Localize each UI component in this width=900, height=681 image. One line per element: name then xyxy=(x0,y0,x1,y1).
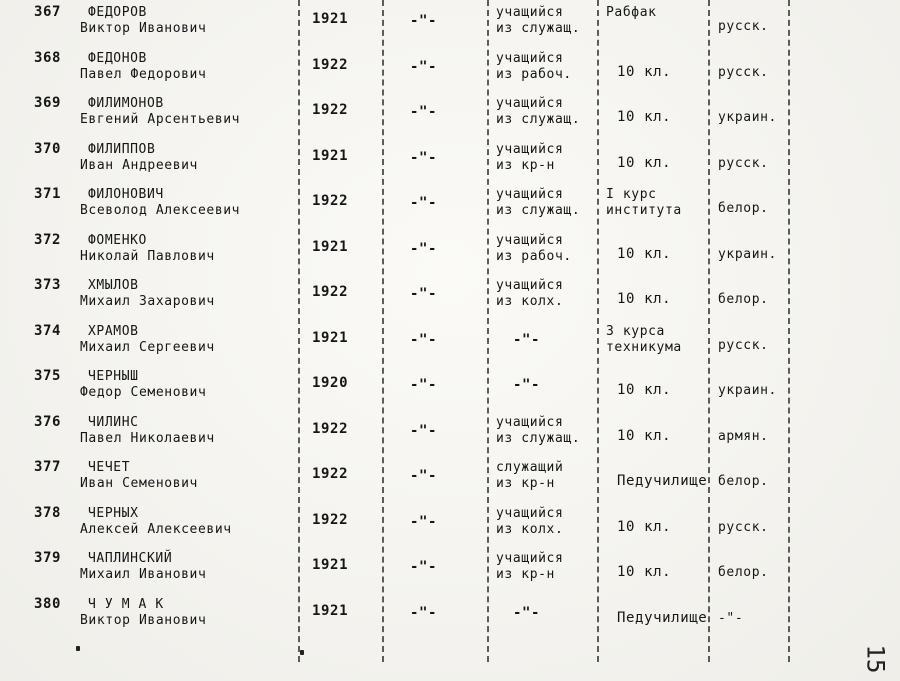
table-row xyxy=(0,142,900,188)
education-text: 10 кл. xyxy=(617,63,672,80)
status-line2: из служащ. xyxy=(496,112,581,127)
ditto-mark: -"- xyxy=(410,422,438,439)
status-line2: из служащ. xyxy=(496,430,581,446)
status-line1: служащий xyxy=(496,460,564,475)
status-line2: из кр-н xyxy=(496,567,555,582)
surname-text: ФОМЕНКО xyxy=(88,232,147,248)
record-number: 376 xyxy=(34,413,62,430)
ditto-mark: -"- xyxy=(410,13,438,29)
table-row xyxy=(0,324,900,370)
education-line1: I курс xyxy=(606,187,657,202)
education-text: 10 кл. xyxy=(617,382,672,398)
status-line1: учащийся xyxy=(496,505,564,521)
surname-text: ФЕДОРОВ xyxy=(88,5,147,20)
nationality-text: белор. xyxy=(718,292,769,307)
education-line1: Рабфак xyxy=(606,5,657,20)
surname-text: ЧЕРНЫХ xyxy=(88,505,139,521)
table-row xyxy=(0,278,900,324)
status-line2: из кр-н xyxy=(496,476,555,491)
education-text: 10 кл. xyxy=(617,564,672,580)
status-line1: учащийся xyxy=(496,96,564,111)
surname-text: ЧИЛИНС xyxy=(88,414,139,430)
surname-text: ХРАМОВ xyxy=(88,323,139,339)
birth-year-text: 1921 xyxy=(312,602,349,619)
surname-text: ФИЛИМОНОВ xyxy=(88,96,164,111)
nationality-text: украин. xyxy=(718,110,777,125)
record-number: 379 xyxy=(34,550,62,566)
status-line1: учащийся xyxy=(496,551,564,566)
education-text: 10 кл. xyxy=(617,245,672,262)
ditto-mark: -"- xyxy=(410,513,438,530)
ditto-mark: -"- xyxy=(410,286,438,302)
ditto-mark: -"- xyxy=(410,104,438,120)
ditto-mark: -"- xyxy=(410,240,438,257)
nationality-text: русск. xyxy=(718,19,769,34)
birth-year-text: 1921 xyxy=(312,11,349,27)
status-ditto: -"- xyxy=(513,331,541,348)
nationality-text: русск. xyxy=(718,337,769,353)
ditto-mark: -"- xyxy=(410,604,438,621)
education-line1: 3 курса xyxy=(606,323,665,339)
education-text: 10 кл. xyxy=(617,518,672,535)
given-name-text: Виктор Иванович xyxy=(80,21,207,36)
table-row xyxy=(0,51,900,97)
record-number: 375 xyxy=(34,368,62,384)
record-number: 378 xyxy=(34,504,62,521)
birth-year-text: 1922 xyxy=(312,420,349,437)
surname-text: ФЕДОНОВ xyxy=(88,50,147,66)
given-name-text: Евгений Арсентьевич xyxy=(80,112,241,127)
birth-year-text: 1922 xyxy=(312,56,349,73)
nationality-text: белор. xyxy=(718,201,769,216)
given-name-text: Федор Семенович xyxy=(80,385,207,400)
status-line1: учащийся xyxy=(496,50,564,66)
nationality-text: -"- xyxy=(718,610,744,626)
surname-text: ФИЛОНОВИЧ xyxy=(88,187,164,202)
ditto-mark: -"- xyxy=(410,195,438,211)
status-line1: учащийся xyxy=(496,232,564,248)
ditto-mark: -"- xyxy=(410,149,438,166)
record-number: 374 xyxy=(34,322,62,339)
table-row xyxy=(0,187,900,233)
status-line1: учащийся xyxy=(496,5,564,20)
given-name-text: Алексей Алексеевич xyxy=(80,521,232,537)
education-text: Педучилище xyxy=(617,473,708,489)
status-line1: учащийся xyxy=(496,278,564,293)
nationality-text: русск. xyxy=(718,155,769,171)
ink-dot xyxy=(300,650,304,655)
birth-year-text: 1921 xyxy=(312,238,349,255)
status-line2: из колх. xyxy=(496,521,564,537)
table-row xyxy=(0,415,900,461)
status-line1: учащийся xyxy=(496,187,564,202)
education-text: 10 кл. xyxy=(617,427,672,444)
nationality-text: украин. xyxy=(718,383,777,398)
table-row xyxy=(0,551,900,597)
record-number: 370 xyxy=(34,140,62,157)
birth-year-text: 1921 xyxy=(312,557,349,573)
birth-year-text: 1921 xyxy=(312,147,349,164)
given-name-text: Иван Андреевич xyxy=(80,157,198,173)
birth-year-text: 1922 xyxy=(312,284,349,300)
surname-text: ХМЫЛОВ xyxy=(88,278,139,293)
nationality-text: русск. xyxy=(718,64,769,80)
given-name-text: Павел Федорович xyxy=(80,66,207,82)
given-name-text: Иван Семенович xyxy=(80,476,198,491)
surname-text: ФИЛИППОВ xyxy=(88,141,156,157)
table-row xyxy=(0,460,900,506)
record-number: 371 xyxy=(34,186,62,202)
given-name-text: Николай Павлович xyxy=(80,248,215,264)
given-name-text: Михаил Захарович xyxy=(80,294,215,309)
status-line2: из служащ. xyxy=(496,203,581,218)
ditto-mark: -"- xyxy=(410,331,438,348)
ditto-mark: -"- xyxy=(410,559,438,575)
ditto-mark: -"- xyxy=(410,468,438,484)
record-number: 372 xyxy=(34,231,62,248)
status-ditto: -"- xyxy=(513,377,541,393)
nationality-text: украин. xyxy=(718,246,777,262)
education-line2: института xyxy=(606,203,682,218)
nationality-text: русск. xyxy=(718,519,769,535)
table-row xyxy=(0,597,900,643)
record-number: 368 xyxy=(34,49,62,66)
record-number: 373 xyxy=(34,277,62,293)
surname-text: ЧЕЧЕТ xyxy=(88,460,131,475)
education-text: 10 кл. xyxy=(617,109,672,125)
table-row xyxy=(0,96,900,142)
birth-year-text: 1921 xyxy=(312,329,349,346)
status-line2: из рабоч. xyxy=(496,66,572,82)
birth-year-text: 1922 xyxy=(312,466,349,482)
birth-year-text: 1920 xyxy=(312,375,349,391)
status-line2: из служащ. xyxy=(496,21,581,36)
birth-year-text: 1922 xyxy=(312,193,349,209)
record-number: 369 xyxy=(34,95,62,111)
birth-year-text: 1922 xyxy=(312,102,349,118)
page-number-mark: 15 xyxy=(861,644,890,674)
record-number: 377 xyxy=(34,459,62,475)
education-text: 10 кл. xyxy=(617,291,672,307)
status-line2: из колх. xyxy=(496,294,564,309)
status-line1: учащийся xyxy=(496,414,564,430)
record-number: 367 xyxy=(34,4,62,20)
status-line2: из рабоч. xyxy=(496,248,572,264)
ditto-mark: -"- xyxy=(410,58,438,75)
education-text: 10 кл. xyxy=(617,154,672,171)
status-ditto: -"- xyxy=(513,604,541,621)
given-name-text: Павел Николаевич xyxy=(80,430,215,446)
given-name-text: Михаил Иванович xyxy=(80,567,207,582)
given-name-text: Всеволод Алексеевич xyxy=(80,203,241,218)
ink-dot xyxy=(76,646,80,651)
surname-text: ЧЕРНЫШ xyxy=(88,369,139,384)
education-text: Педучилище xyxy=(617,609,708,626)
ditto-mark: -"- xyxy=(410,377,438,393)
birth-year-text: 1922 xyxy=(312,511,349,528)
table-row xyxy=(0,506,900,552)
nationality-text: армян. xyxy=(718,428,769,444)
table-row xyxy=(0,233,900,279)
nationality-text: белор. xyxy=(718,565,769,580)
status-line1: учащийся xyxy=(496,141,564,157)
record-number: 380 xyxy=(34,595,62,612)
education-line2: техникума xyxy=(606,339,682,355)
status-line2: из кр-н xyxy=(496,157,555,173)
surname-text: ЧАПЛИНСКИЙ xyxy=(88,551,173,566)
table-row xyxy=(0,369,900,415)
given-name-text: Виктор Иванович xyxy=(80,612,207,628)
given-name-text: Михаил Сергеевич xyxy=(80,339,215,355)
surname-text: Ч У М А К xyxy=(88,596,164,612)
nationality-text: белор. xyxy=(718,474,769,489)
table-row xyxy=(0,5,900,51)
